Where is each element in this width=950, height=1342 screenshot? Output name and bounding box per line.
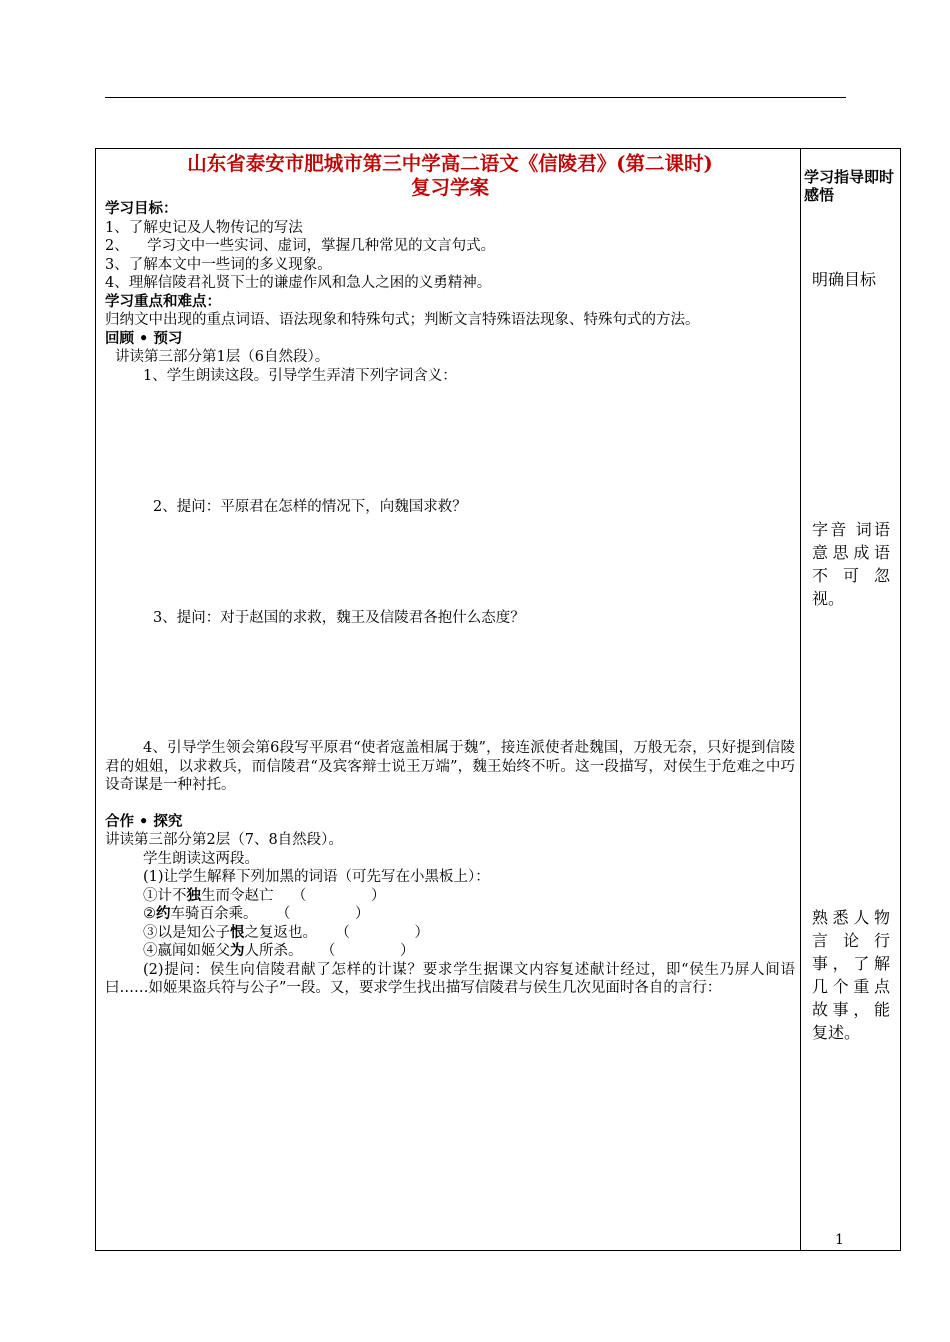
guidance-column: [802, 150, 898, 204]
spacer: [105, 795, 795, 813]
bold-term: 独: [186, 886, 201, 904]
sidebar-note-characters: 熟悉人物言论行事，了解几个重点故事，能复述。: [812, 908, 890, 1042]
main-column: [105, 150, 795, 998]
objective-item: 1、了解史记及人物传记的写法: [105, 219, 303, 236]
sidebar-note-goals: 明确目标: [812, 270, 877, 289]
objective-item: 4、理解信陵君礼贤下士的谦虚作风和急人之困的义勇精神。: [105, 275, 492, 291]
review-heading: 回顾 • 预习: [105, 329, 183, 347]
title-line-2: 复习学案: [410, 176, 489, 199]
review-question-2: 2、提问：平原君在怎样的情况下，向魏国求救？: [153, 499, 467, 515]
review-intro: 讲读第三部分第1层（6自然段）。: [115, 349, 330, 365]
column-divider: [800, 148, 801, 1251]
explore-intro: 讲读第三部分第2层（7、8自然段）。: [105, 832, 343, 848]
explore-heading: 合作 • 探究: [105, 812, 183, 830]
term-item: ④嬴闻如姬父为人所杀。 （ ）: [143, 942, 415, 959]
objective-item: 2、 学习文中一些实词、虚词，掌握几种常见的文言句式。: [105, 238, 496, 254]
explore-task-2: (2)提问：侯生向信陵君献了怎样的计谋？要求学生据课文内容复述献计经过，即“侯生乃屏人间语曰……如姬果盗兵符与公子”一段。又，要求学生找出描写信陵君与侯生几次见面时各自的言行：: [105, 961, 795, 996]
term-item: ②约车骑百余乘。 （ ）: [143, 905, 370, 922]
review-question-3: 3、提问：对于赵国的求救，魏王及信陵君各抱什么态度？: [153, 609, 525, 626]
answer-space: [105, 627, 795, 739]
sidebar-note-vocabulary: 字音 词语意思成语不可忽视。: [812, 520, 890, 608]
objectives-heading: 学习目标：: [105, 200, 178, 217]
review-question-4: 4、引导学生领会第6段写平原君“使者寇盖相属于魏”，接连派使者赴魏国，万般无奈，只好提到信陵君的姐姐，以求救兵，而信陵君“及宾客辩士说王万端”，魏王始终不听。这一段描写，对侯生于危难之中巧设奇谋是一种衬托。: [105, 740, 795, 793]
focus-heading: 学习重点和难点：: [105, 292, 221, 310]
bold-term: 恨: [230, 923, 245, 941]
answer-space: [105, 385, 795, 498]
document-title: [105, 152, 795, 200]
header-rule: [105, 97, 846, 98]
term-item: ③以是知公子恨之复返也。 （ ）: [143, 923, 429, 941]
term-item: ①计不独生而令赵亡 （ ）: [143, 886, 386, 904]
review-question-1: 1、学生朗读这段。引导学生弄清下列字词含义：: [143, 367, 457, 384]
sidebar-title: 学习指导即时感悟: [804, 168, 895, 204]
focus-text: 归纳文中出现的重点词语、语法现象和特殊句式；判断文言特殊语法现象、特殊句式的方法。: [105, 312, 700, 328]
page-number: 1: [835, 1232, 844, 1248]
bold-term: 约: [156, 905, 171, 922]
explore-read: 学生朗读这两段。: [143, 850, 259, 867]
objective-item: 3、了解本文中一些词的多义现象。: [105, 256, 332, 273]
bold-term: 为: [230, 942, 245, 959]
answer-space: [105, 517, 795, 609]
title-line-1: 山东省泰安市肥城市第三中学高二语文《信陵君》(第二课时): [187, 152, 713, 175]
explore-task-1: (1)让学生解释下列加黑的词语（可先写在小黑板上）：: [143, 869, 490, 885]
